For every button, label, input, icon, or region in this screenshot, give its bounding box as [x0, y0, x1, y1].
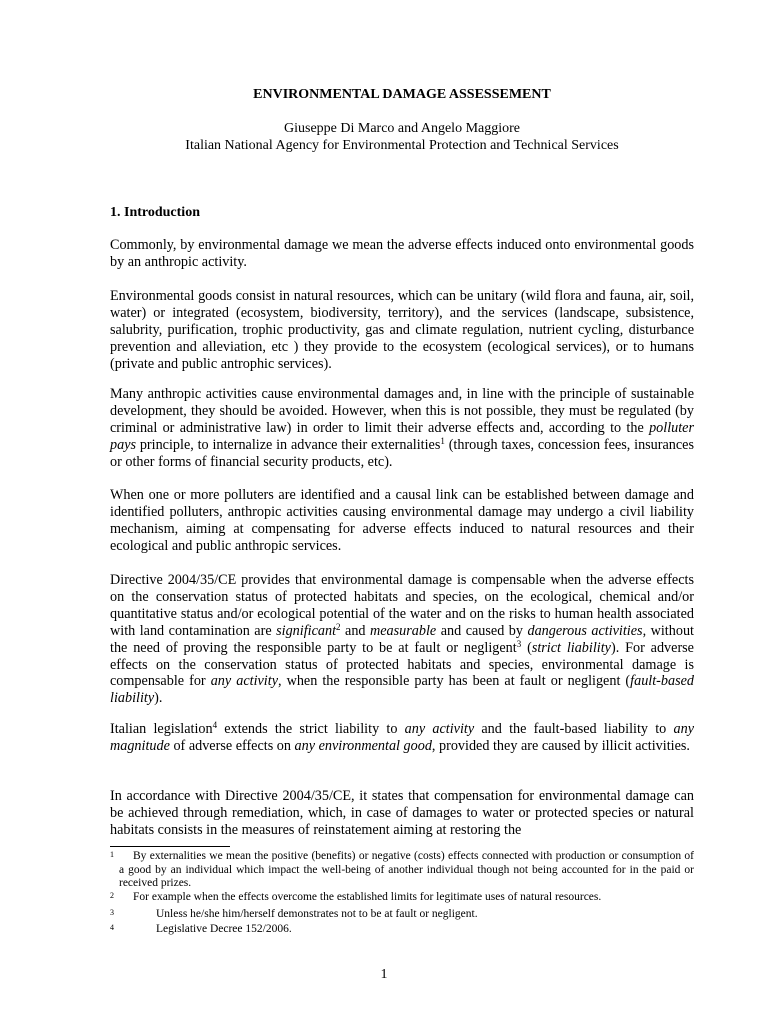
p5-emphasis: significant [276, 622, 337, 639]
p5-text: ). For adverse effects on the conservation status of protected habitats and species, environmental damage is compensable for [110, 639, 694, 690]
footnote-1 [110, 850, 694, 891]
p5-emphasis: dangerous activities [527, 622, 643, 639]
p5-text: , when the responsible party has been at fault or negligent ( [278, 673, 631, 690]
p3-emphasis: polluter pays [110, 419, 694, 453]
paragraph-3 [110, 386, 694, 471]
p5-text: Directive 2004/35/CE provides that environmental damage is compensable when the adverse effects on the conservation status of protected habitats and species, on the ecological, chemical and/or quantitative status and/or ecological potential of the water and on the risks to human health associated with land contamination are [110, 572, 694, 639]
footnote-number: 2 [110, 891, 114, 900]
p6-emphasis: any activity [404, 721, 475, 737]
author-block [110, 120, 694, 154]
footnote-text: Legislative Decree 152/2006. [156, 923, 292, 935]
p3-text: principle, to internalize in advance their externalities [136, 436, 441, 453]
paragraph-2: Environmental goods consist in natural resources, which can be unitary (wild flora and fauna, air, soil, water) or integrated (ecosystem, biodiversity, territory), and the services (landscape, subsistence, salubrity, purification, trophic productivity, gas and climate regulation, nutrient cycling, disturbance prevention and alleviation, etc ) they provide to the ecosystem (ecological services), or to humans (private and public antrophic services). [110, 288, 694, 372]
section-heading: 1. Introduction [110, 205, 200, 220]
footnote-ref-1: 1 [440, 435, 445, 446]
p5-text: and caused by [436, 622, 528, 639]
footnote-ref-3: 3 [516, 638, 522, 649]
document-title: ENVIRONMENTAL DAMAGE ASSESSEMENT [253, 87, 551, 102]
p6-text: , provided they are caused by illicit activities. [431, 737, 690, 754]
p6-text: of adverse effects on [169, 737, 295, 754]
page-number: 1 [380, 967, 388, 982]
footnote-4 [110, 923, 694, 937]
p5-emphasis: fault-based liability [110, 673, 694, 707]
p6-text: Italian legislation [110, 721, 213, 737]
p6-emphasis: any magnitude [110, 721, 694, 754]
p6-emphasis: any environmental good [294, 737, 432, 754]
p6-text: extends the strict liability to [217, 721, 405, 737]
paragraph-6 [110, 721, 694, 755]
footnote-separator [110, 846, 230, 847]
paragraph-1: Commonly, by environmental damage we mean the adverse effects induced onto environmental goods by an anthropic activity. [110, 237, 694, 270]
paragraph-4: When one or more polluters are identified and a causal link can be established between damage and identified polluters, anthropic activities causing environmental damage may undergo a civil liability mechanism, aiming at compensating for adverse effects induced to natural resources and their ecological and public anthropic services. [110, 487, 694, 554]
p5-text: ). [154, 690, 163, 707]
p5-emphasis: any activity [210, 673, 278, 690]
p6-text: and the fault-based liability to [474, 721, 674, 737]
footnote-ref-4: 4 [212, 720, 218, 730]
p5-emphasis: measurable [370, 622, 437, 639]
footnote-ref-2: 2 [336, 621, 341, 632]
footnote-3 [110, 908, 694, 922]
paragraph-5 [110, 572, 694, 707]
affiliation: Italian National Agency for Environmental Protection and Technical Services [185, 138, 619, 153]
footnote-2 [110, 891, 694, 905]
paragraph-7: In accordance with Directive 2004/35/CE, it states that compensation for environmental damage can be achieved through remediation, which, in case of damages to water or protected species or natural habitats consists in the measures of reinstatement aiming at restoring the [110, 788, 694, 838]
p3-text: Many anthropic activities cause environmental damages and, in line with the principle of sustainable development, they should be avoided. However, when this is not possible, they must be regulated (by criminal or administrative law) in order to limit their adverse effects and, according to the [110, 386, 694, 436]
footnote-text: By externalities we mean the positive (benefits) or negative (costs) effects connected with production or consumption of a good by an individual which impact the well-being of another individual though not being accounted for in the paid or received prizes. [119, 850, 694, 889]
footnote-number: 3 [110, 908, 114, 917]
p5-text: ( [521, 639, 532, 656]
p5-text: , without the need of proving the responsible party to be at fault or negligent [110, 622, 694, 656]
footnote-text: Unless he/she him/herself demonstrates not to be at fault or negligent. [156, 908, 478, 920]
footnote-number: 4 [110, 923, 114, 932]
footnote-text: For example when the effects overcome the established limits for legitimate uses of natural resources. [133, 891, 602, 903]
p5-text: and [340, 622, 371, 639]
p3-text: (through taxes, concession fees, insurances or other forms of financial security products, etc). [110, 436, 695, 470]
p5-emphasis: strict liability [531, 639, 611, 656]
authors: Giuseppe Di Marco and Angelo Maggiore [284, 121, 520, 136]
footnote-number: 1 [110, 850, 114, 859]
